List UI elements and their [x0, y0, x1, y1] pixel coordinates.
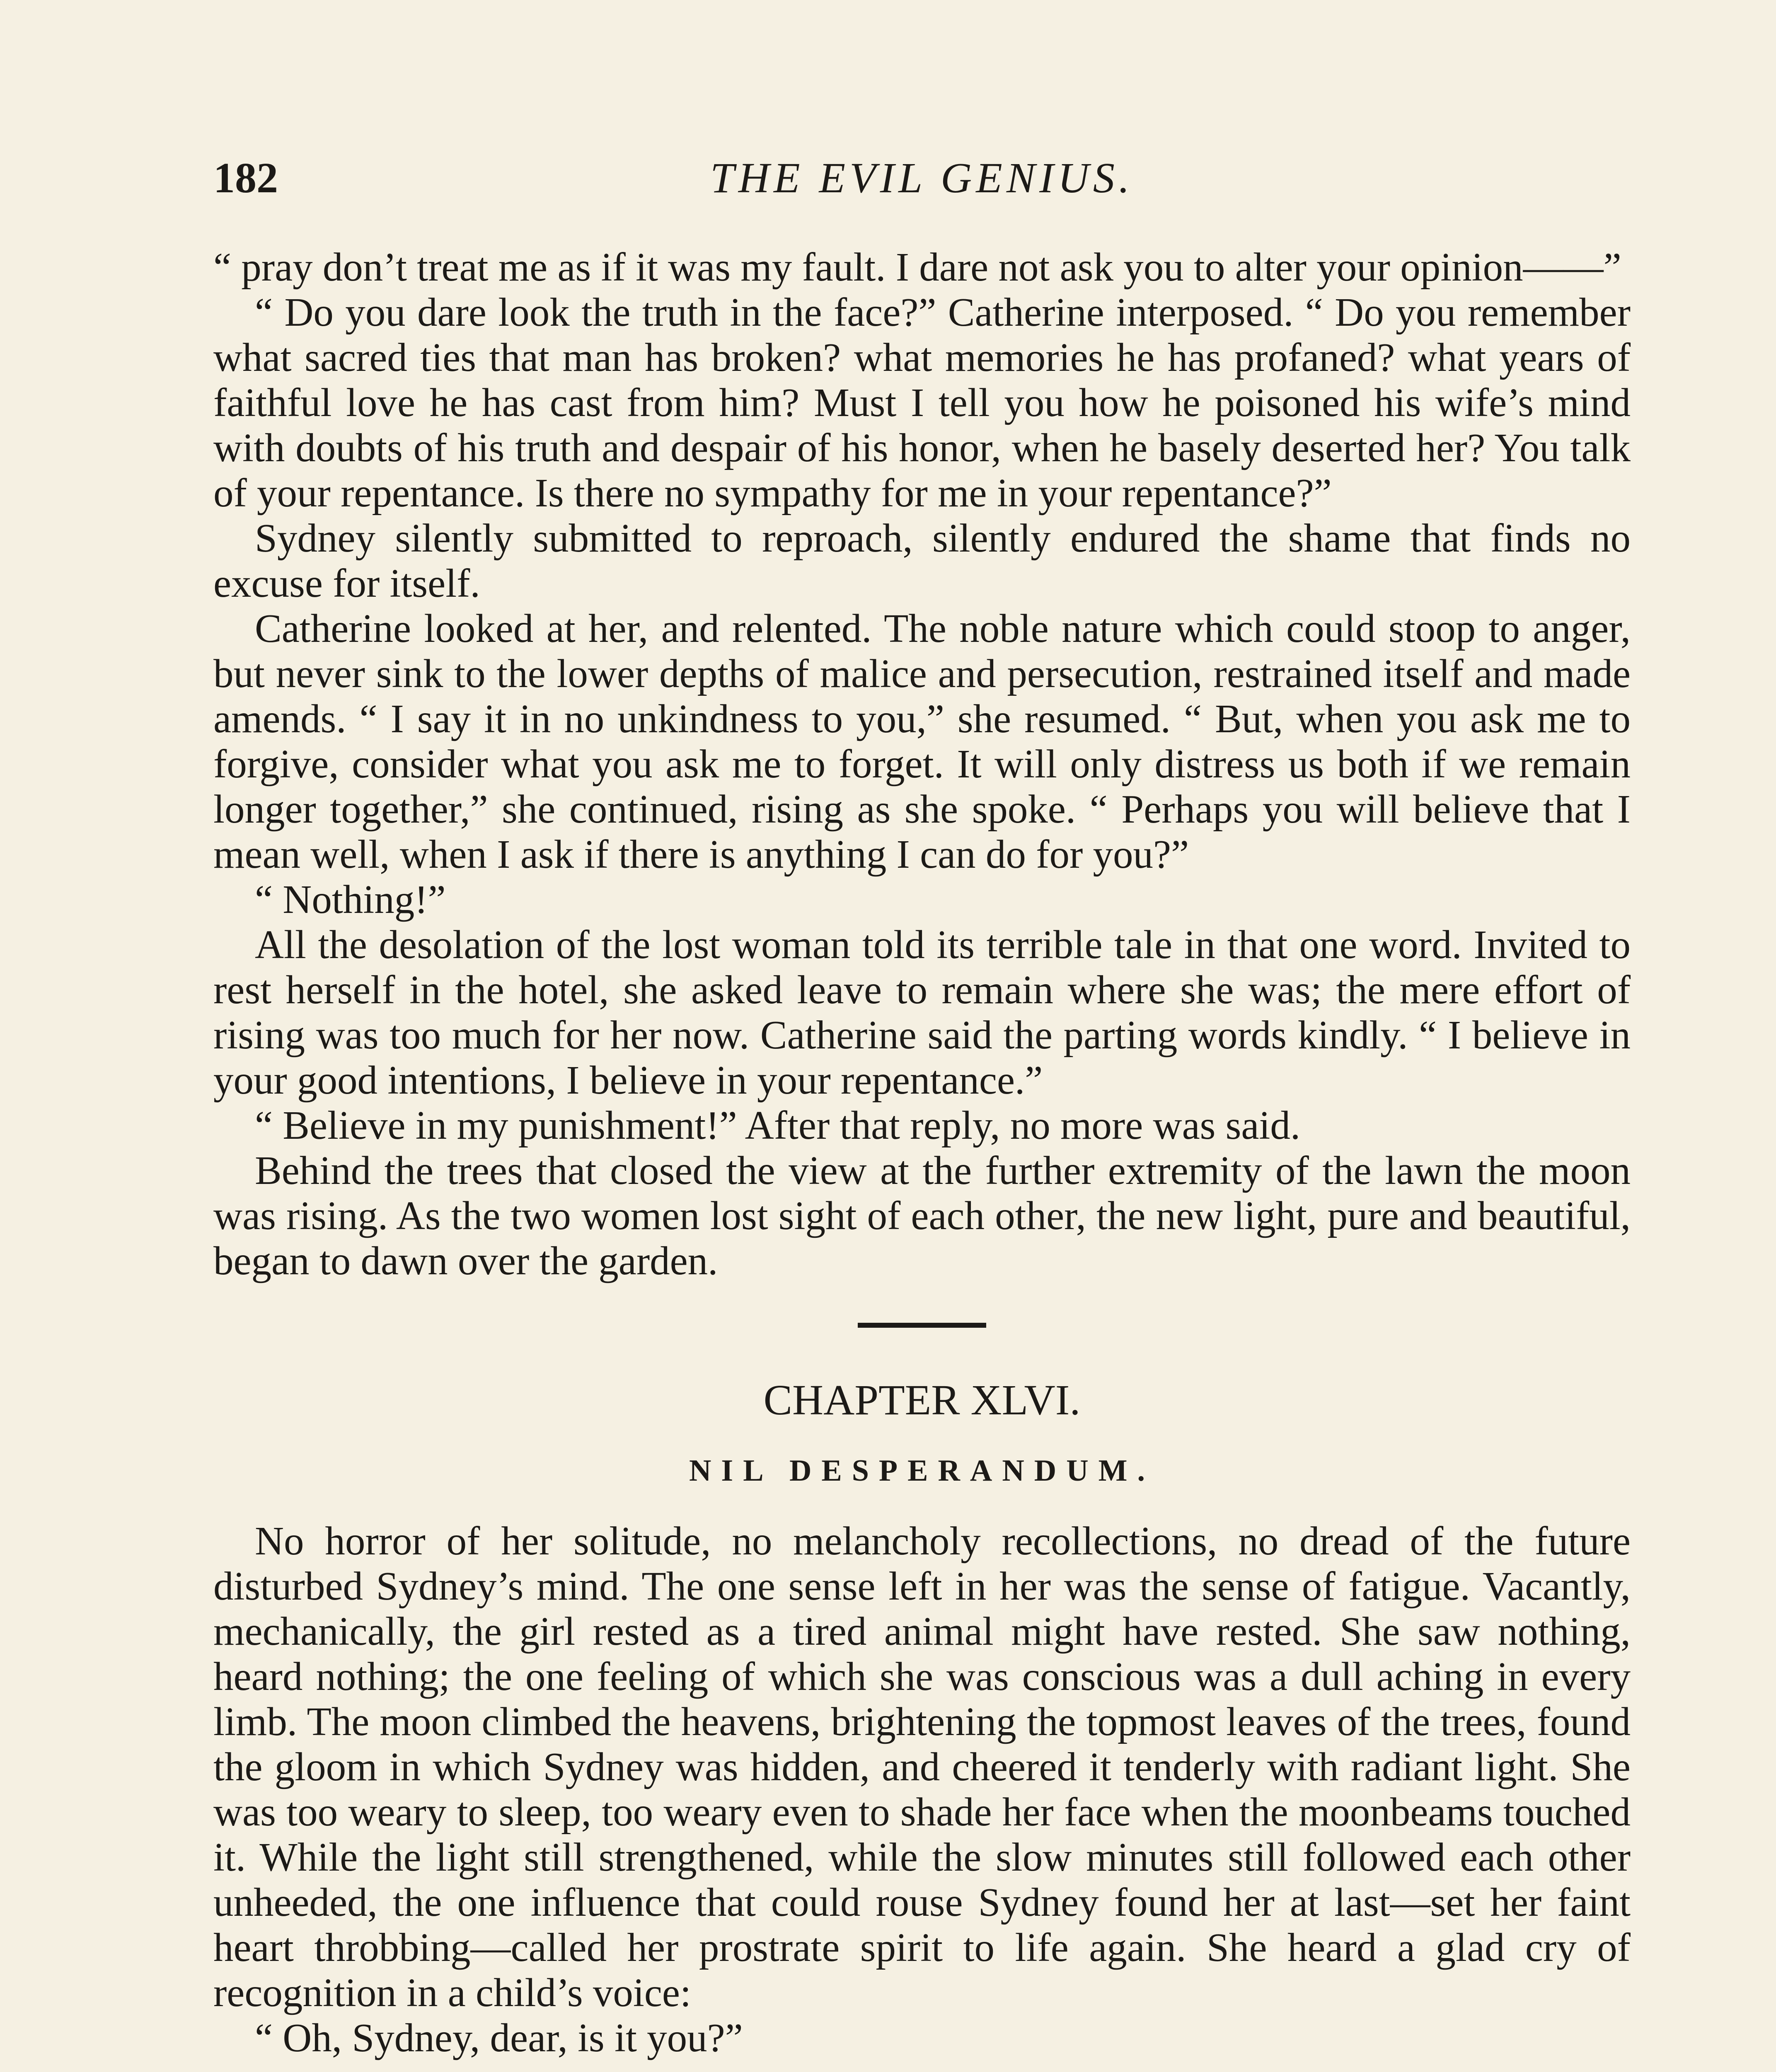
- page-content: [213, 244, 1631, 2060]
- running-title: THE EVIL GENIUS.: [710, 154, 1134, 202]
- paragraph: “ Nothing!”: [255, 877, 446, 922]
- paragraph: “ Believe in my punishment!” After that reply, no more was said.: [255, 1103, 1301, 1147]
- paragraph: “ pray don’t treat me as if it was my fault. I dare not ask you to alter your opinion——”: [213, 245, 1621, 289]
- paragraph: Sydney silently submitted to reproach, silently endured the shame that finds no excuse for itself.: [213, 516, 1631, 605]
- paragraph: Catherine looked at her, and relented. The noble nature which could stoop to anger, but never sink to the lower depths of malice and persecution, restrained itself and made amends. “ I say it in no unkindness to you,” she resumed. “ But, when you ask me to forgive, consider what you ask me to forget. It will only distress us both if we remain longer together,” she continued, rising as she spoke. “ Perhaps you will believe that I mean well, when I ask if there is anything I can do for you?”: [213, 606, 1631, 876]
- chapter-subtitle: NIL DESPERANDUM.: [689, 1454, 1155, 1488]
- section-divider: [858, 1323, 986, 1328]
- paragraph: Behind the trees that closed the view at the further extremity of the lawn the moon was rising. As the two women lost sight of each other, the new light, pure and beautiful, began to dawn over the garden.: [213, 1148, 1631, 1283]
- page-header: [213, 147, 1631, 209]
- paragraph: No horror of her solitude, no melancholy recollections, no dread of the future disturbed Sydney’s mind. The one sense left in her was the sense of fatigue. Vacantly, mechanically, the girl rested as a tired animal might have rested. She saw nothing, heard nothing; the one feeling of which she was conscious was a dull aching in every limb. The moon climbed the heavens, brightening the topmost leaves of the trees, found the gloom in which Sydney was hidden, and cheered it tenderly with radiant light. She was too weary to sleep, too weary even to shade her face when the moonbeams touched it. While the light still strengthened, while the slow minutes still followed each other unheeded, the one influence that could rouse Sydney found her at last—set her faint heart throbbing—called her prostrate spirit to life again. She heard a glad cry of recognition in a child’s voice:: [213, 1519, 1631, 2015]
- paragraph: All the desolation of the lost woman told its terrible tale in that one word. Invited to rest herself in the hotel, she asked leave to remain where she was; the mere effort of rising was too much for her now. Catherine said the parting words kindly. “ I believe in your good intentions, I believe in your repentance.”: [213, 922, 1631, 1102]
- paragraph: “ Do you dare look the truth in the face?” Catherine interposed. “ Do you remember what sacred ties that man has broken? what memories he has profaned? what years of faithful love he has cast from him? Must I tell you how he poisoned his wife’s mind with doubts of his truth and despair of his honor, when he basely deserted her? You talk of your repentance. Is there no sympathy for me in your repentance?”: [213, 290, 1631, 515]
- page-number: 182: [213, 154, 278, 202]
- chapter-title: CHAPTER XLVI.: [763, 1376, 1081, 1424]
- paragraph: “ Oh, Sydney, dear, is it you?”: [255, 2016, 743, 2060]
